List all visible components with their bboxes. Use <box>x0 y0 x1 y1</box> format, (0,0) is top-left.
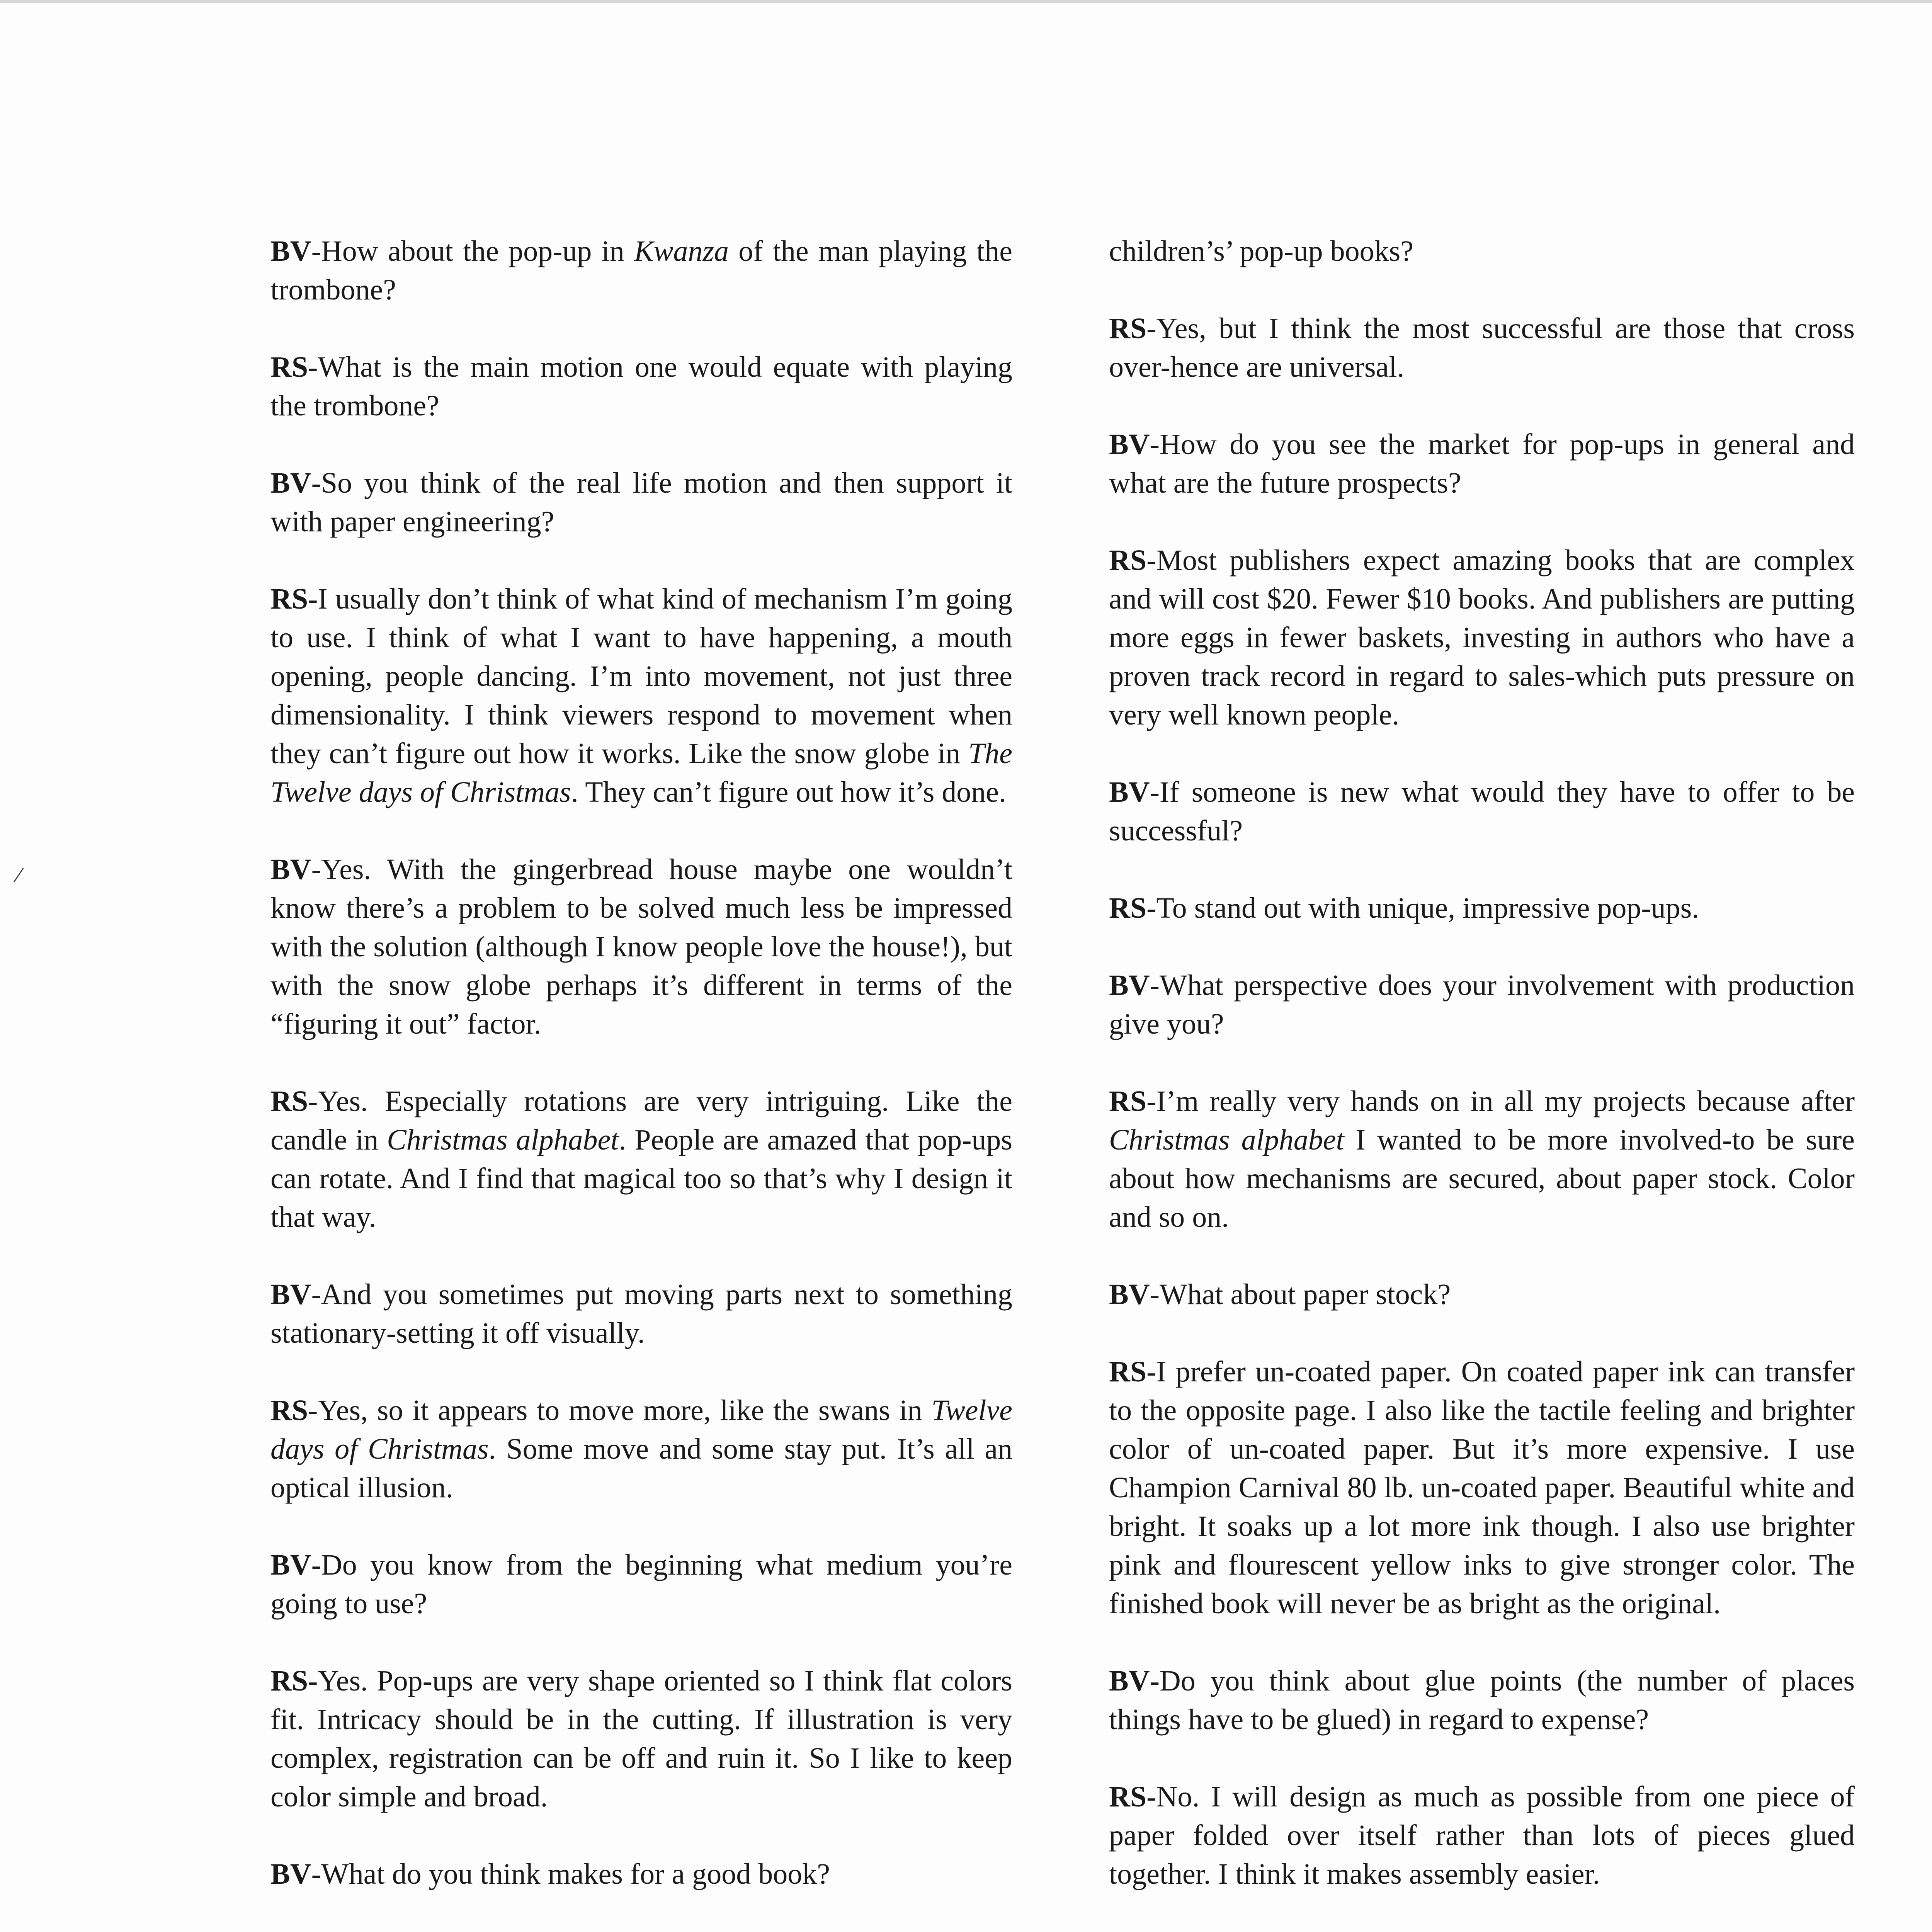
interview-paragraph <box>270 1391 1012 1507</box>
interview-paragraph <box>1109 1275 1855 1314</box>
speaker-initials: BV <box>1109 428 1150 461</box>
left-text-column <box>270 232 1012 1932</box>
paragraph-text: -Do you know from the beginning what medium you’re going to use? <box>270 1549 1012 1620</box>
interview-paragraph <box>270 232 1012 309</box>
paragraph-text: -I’m really very hands on in all my projects because after <box>1146 1085 1855 1117</box>
interview-paragraph <box>1109 1777 1855 1893</box>
right-text-column <box>1109 232 1855 1932</box>
interview-paragraph <box>270 850 1012 1043</box>
paragraph-text: of the man playing the trombone? <box>270 235 1012 306</box>
interview-paragraph <box>270 1546 1012 1623</box>
book-title-text: The Twelve days of Christmas <box>270 737 1012 808</box>
speaker-initials: RS <box>1109 312 1147 345</box>
speaker-initials: BV <box>270 235 311 267</box>
interview-paragraph <box>270 1275 1012 1352</box>
speaker-initials: BV <box>1109 969 1150 1002</box>
paragraph-text: -So you think of the real life motion and then support it with paper engineering? <box>270 467 1012 538</box>
paragraph-text: -I usually don’t think of what kind of mechanism I’m going to use. I think of what I want to have happening, a mouth opening, people dancing. I’m into movement, not just three dimensionality. I think viewers respond to movement when they can’t figure out how it works. Like the snow globe in <box>270 583 1012 770</box>
paragraph-text: -What is the main motion one would equate with playing the trombone? <box>270 351 1012 422</box>
interview-paragraph <box>1109 541 1855 734</box>
paragraph-text: -Most publishers expect amazing books that are complex and will cost $20. Fewer $10 books. And publishers are putting more eggs in fewer baskets, investing in authors who have a proven track record in regard to sales-which puts pressure on very well known people. <box>1109 544 1855 731</box>
paragraph-text: -What do you think makes for a good book? <box>311 1858 830 1890</box>
speaker-initials: BV <box>270 853 311 886</box>
paragraph-text: -To stand out with unique, impressive pop-ups. <box>1146 892 1699 924</box>
speaker-initials: RS <box>270 1665 308 1697</box>
paragraph-text: -Yes. Especially rotations are very intriguing. Like the candle in <box>270 1085 1012 1156</box>
interview-paragraph <box>1109 966 1855 1043</box>
speaker-initials: BV <box>270 1858 311 1890</box>
speaker-initials: BV <box>1109 1278 1150 1311</box>
stray-pen-mark: / <box>12 861 26 888</box>
book-title-text: Christmas alphabet <box>387 1124 619 1156</box>
page-top-edge <box>0 0 1932 3</box>
paragraph-text: I wanted to be more involved-to be sure about how mechanisms are secured, about paper stock. Color and so on. <box>1109 1124 1855 1233</box>
interview-paragraph <box>1109 232 1855 270</box>
paragraph-text: -What perspective does your involvement with production give you? <box>1109 969 1855 1040</box>
speaker-initials: RS <box>1109 892 1147 924</box>
paragraph-text: . They can’t figure out how it’s done. <box>571 776 1007 808</box>
paragraph-text: -How about the pop-up in <box>311 235 634 267</box>
speaker-initials: BV <box>270 1278 311 1311</box>
interview-paragraph <box>1109 425 1855 502</box>
speaker-initials: BV <box>270 467 311 499</box>
interview-paragraph <box>1109 773 1855 850</box>
interview-paragraph <box>270 580 1012 811</box>
speaker-initials: RS <box>1109 1355 1147 1388</box>
speaker-initials: RS <box>270 351 308 383</box>
book-title-text: Christmas alphabet <box>1109 1124 1344 1156</box>
book-title-text: Kwanza <box>634 235 729 267</box>
paragraph-text: -I prefer un-coated paper. On coated paper ink can transfer to the opposite page. I also like the tactile feeling and brighter color of un-coated paper. But it’s more expensive. I use Champion Carnival 80 lb. un-coated paper. Beautiful white and bright. It soaks up a lot more ink though. I also use brighter pink and flourescent yellow inks to give stronger color. The finished book will never be as bright as the original. <box>1109 1355 1855 1620</box>
interview-paragraph <box>270 464 1012 541</box>
interview-paragraph <box>270 1855 1012 1893</box>
speaker-initials: RS <box>1109 1085 1147 1117</box>
paragraph-text: -No. I will design as much as possible from one piece of paper folded over itself rather than lots of pieces glued together. I think it makes assembly easier. <box>1109 1781 1855 1890</box>
paragraph-text: -How do you see the market for pop-ups in general and what are the future prospects? <box>1109 428 1855 499</box>
paragraph-text: . People are amazed that pop-ups can rotate. And I find that magical too so that’s why I design it that way. <box>270 1124 1013 1233</box>
speaker-initials: RS <box>1109 1781 1147 1813</box>
paragraph-text: -Yes, so it appears to move more, like the swans in <box>308 1394 932 1427</box>
speaker-initials: BV <box>1109 776 1150 808</box>
speaker-initials: BV <box>270 1549 311 1581</box>
paragraph-text: . Some move and some stay put. It’s all an optical illusion. <box>270 1433 1013 1504</box>
speaker-initials: RS <box>270 583 308 615</box>
interview-paragraph <box>1109 1082 1855 1236</box>
interview-paragraph <box>1109 889 1855 927</box>
speaker-initials: RS <box>270 1085 308 1117</box>
paragraph-text: -What about paper stock? <box>1150 1278 1451 1311</box>
interview-paragraph <box>1109 1662 1855 1739</box>
interview-paragraph <box>1109 1352 1855 1623</box>
speaker-initials: RS <box>1109 544 1147 577</box>
paragraph-text: -If someone is new what would they have to offer to be successful? <box>1109 776 1855 847</box>
interview-paragraph <box>1109 309 1855 386</box>
interview-paragraph <box>270 1662 1012 1816</box>
paragraph-text: -And you sometimes put moving parts next to something stationary-setting it off visually. <box>270 1278 1012 1349</box>
speaker-initials: RS <box>270 1394 308 1427</box>
speaker-initials: BV <box>1109 1665 1150 1697</box>
paragraph-text: -Yes, but I think the most successful are those that cross over-hence are universal. <box>1109 312 1855 383</box>
interview-paragraph <box>270 348 1012 425</box>
paragraph-text: -Do you think about glue points (the number of places things have to be glued) in regard to expense? <box>1109 1665 1855 1736</box>
interview-paragraph <box>270 1082 1012 1236</box>
paragraph-text: -Yes. Pop-ups are very shape oriented so I think flat colors fit. Intricacy should be in the cutting. If illustration is very complex, registration can be off and ruin it. So I like to keep color simple and broad. <box>270 1665 1012 1813</box>
paragraph-text: -Yes. With the gingerbread house maybe one wouldn’t know there’s a problem to be solved much less be impressed with the solution (although I know people love the house!), but with the snow globe perhaps it’s different in terms of the “figuring it out” factor. <box>270 853 1012 1040</box>
paragraph-text: children’s’ pop-up books? <box>1109 235 1413 267</box>
book-title-text: Twelve days of Christmas <box>270 1394 1012 1465</box>
